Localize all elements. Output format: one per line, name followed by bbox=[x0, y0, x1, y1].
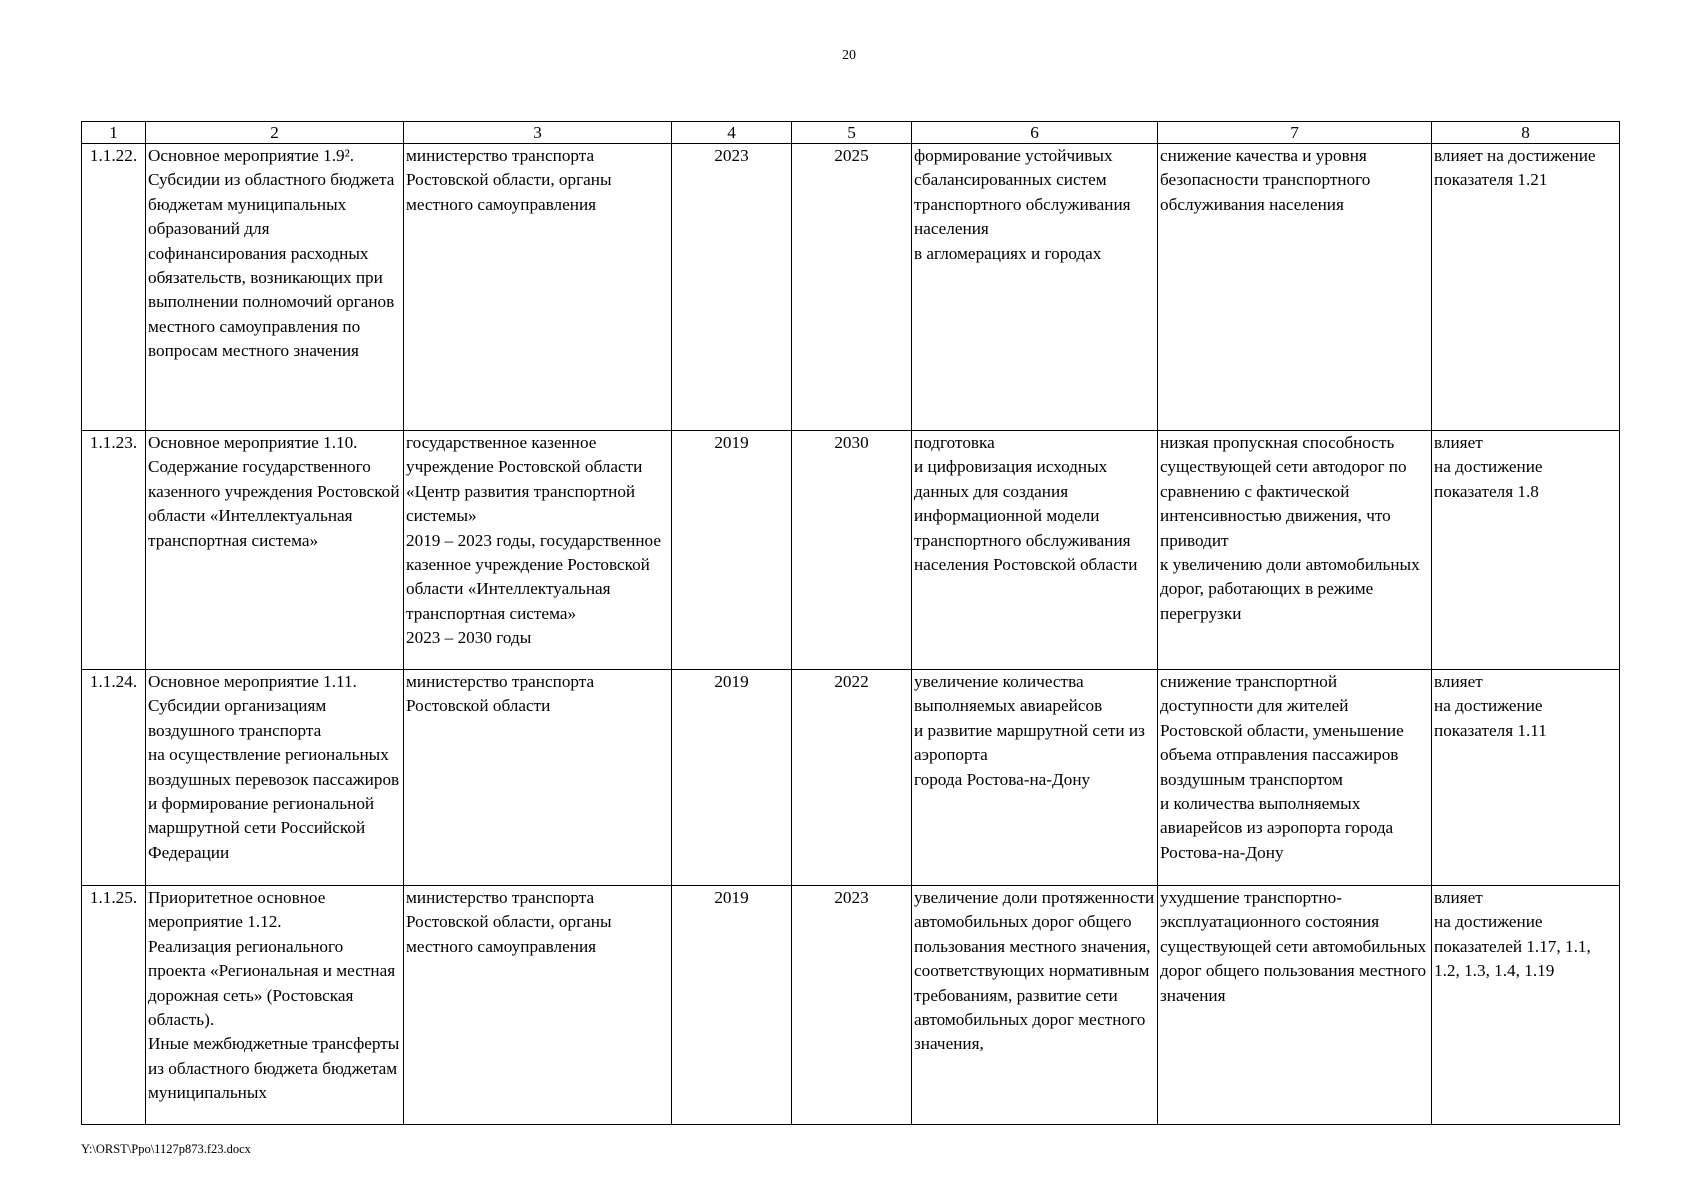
indicator-link-cell: влияет на достижение показателя 1.21 bbox=[1432, 144, 1620, 431]
end-year-cell: 2025 bbox=[792, 144, 912, 431]
column-header: 3 bbox=[404, 122, 672, 144]
table-row bbox=[82, 886, 1620, 1125]
end-year-cell: 2022 bbox=[792, 670, 912, 886]
row-number-cell: 1.1.24. bbox=[82, 670, 146, 886]
activities-table bbox=[81, 121, 1620, 1125]
end-year-cell: 2023 bbox=[792, 886, 912, 1125]
activity-name-cell: Основное мероприятие 1.11. Субсидии организациям воздушного транспорта на осуществление региональных воздушных перевозок пассажиров и формирование региональной маршрутной сети Российской Федерации bbox=[146, 670, 404, 886]
consequence-cell: снижение качества и уровня безопасности транспортного обслуживания населения bbox=[1158, 144, 1432, 431]
table-row bbox=[82, 431, 1620, 670]
column-header: 6 bbox=[912, 122, 1158, 144]
row-number-cell: 1.1.25. bbox=[82, 886, 146, 1125]
consequence-cell: снижение транспортной доступности для жителей Ростовской области, уменьшение объема отправления пассажиров воздушным транспортом и количества выполняемых авиарейсов из аэропорта города Ростова-на-Дону bbox=[1158, 670, 1432, 886]
activity-name-cell: Основное мероприятие 1.10. Содержание государственного казенного учреждения Ростовской области «Интеллектуальная транспортная система» bbox=[146, 431, 404, 670]
table-header-row bbox=[82, 122, 1620, 144]
page-number: 20 bbox=[842, 48, 856, 63]
start-year-cell: 2019 bbox=[672, 670, 792, 886]
executor-cell: государственное казенное учреждение Ростовской области «Центр развития транспортной системы» 2019 – 2023 годы, государственное казенное учреждение Ростовской области «Интеллектуальная транспортная система» 2023 – 2030 годы bbox=[404, 431, 672, 670]
column-header: 7 bbox=[1158, 122, 1432, 144]
column-header: 5 bbox=[792, 122, 912, 144]
activity-name-cell: Основное мероприятие 1.9². Субсидии из областного бюджета бюджетам муниципальных образований для софинансирования расходных обязательств, возникающих при выполнении полномочий органов местного самоуправления по вопросам местного значения bbox=[146, 144, 404, 431]
consequence-cell: ухудшение транспортно-эксплуатационного состояния существующей сети автомобильных дорог общего пользования местного значения bbox=[1158, 886, 1432, 1125]
start-year-cell: 2023 bbox=[672, 144, 792, 431]
indicator-link-cell: влияет на достижение показателей 1.17, 1.1, 1.2, 1.3, 1.4, 1.19 bbox=[1432, 886, 1620, 1125]
footer-file-path: Y:\ORST\Ppo\1127p873.f23.docx bbox=[81, 1142, 251, 1156]
column-header: 2 bbox=[146, 122, 404, 144]
column-header: 1 bbox=[82, 122, 146, 144]
table-row bbox=[82, 670, 1620, 886]
start-year-cell: 2019 bbox=[672, 431, 792, 670]
column-header: 4 bbox=[672, 122, 792, 144]
executor-cell: министерство транспорта Ростовской области bbox=[404, 670, 672, 886]
expected-result-cell: формирование устойчивых сбалансированных систем транспортного обслуживания населения в агломерациях и городах bbox=[912, 144, 1158, 431]
indicator-link-cell: влияет на достижение показателя 1.8 bbox=[1432, 431, 1620, 670]
row-number-cell: 1.1.22. bbox=[82, 144, 146, 431]
row-number-cell: 1.1.23. bbox=[82, 431, 146, 670]
consequence-cell: низкая пропускная способность существующей сети автодорог по сравнению с фактической интенсивностью движения, что приводит к увеличению доли автомобильных дорог, работающих в режиме перегрузки bbox=[1158, 431, 1432, 670]
start-year-cell: 2019 bbox=[672, 886, 792, 1125]
expected-result-cell: увеличение количества выполняемых авиарейсов и развитие маршрутной сети из аэропорта города Ростова-на-Дону bbox=[912, 670, 1158, 886]
expected-result-cell: подготовка и цифровизация исходных данных для создания информационной модели транспортного обслуживания населения Ростовской области bbox=[912, 431, 1158, 670]
table-row bbox=[82, 144, 1620, 431]
end-year-cell: 2030 bbox=[792, 431, 912, 670]
indicator-link-cell: влияет на достижение показателя 1.11 bbox=[1432, 670, 1620, 886]
executor-cell: министерство транспорта Ростовской области, органы местного самоуправления bbox=[404, 886, 672, 1125]
column-header: 8 bbox=[1432, 122, 1620, 144]
expected-result-cell: увеличение доли протяженности автомобильных дорог общего пользования местного значения, соответствующих нормативным требованиям, развитие сети автомобильных дорог местного значения, bbox=[912, 886, 1158, 1125]
activity-name-cell: Приоритетное основное мероприятие 1.12. Реализация регионального проекта «Региональная и местная дорожная сеть» (Ростовская область). Иные межбюджетные трансферты из областного бюджета бюджетам муниципальных bbox=[146, 886, 404, 1125]
executor-cell: министерство транспорта Ростовской области, органы местного самоуправления bbox=[404, 144, 672, 431]
